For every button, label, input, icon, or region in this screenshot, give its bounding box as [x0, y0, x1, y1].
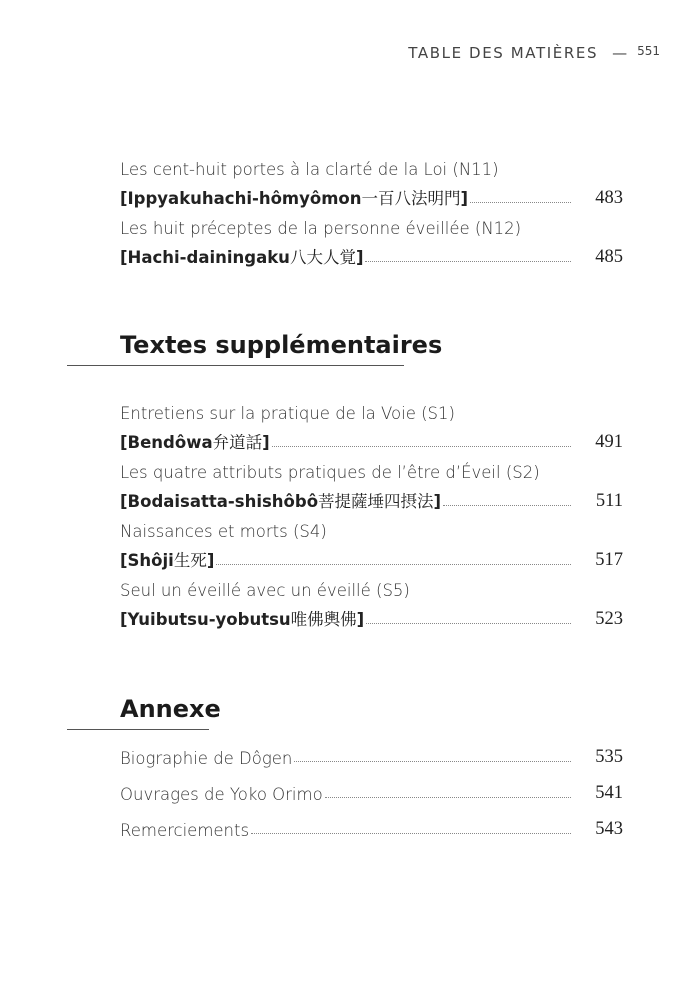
page-number: 541 — [595, 783, 623, 803]
entry-title: Entretiens sur la pratique de la Voie (S1) — [120, 404, 455, 423]
toc-entry-ouvrages[interactable] — [120, 775, 623, 804]
entry-label: Ouvrages de Yoko Orimo — [120, 785, 323, 804]
page-number: 523 — [595, 609, 623, 629]
header-page-number: 551 — [637, 44, 660, 58]
page-number: 491 — [595, 432, 623, 452]
heading-rule — [67, 729, 209, 730]
entry-title: Naissances et morts (S4) — [120, 522, 327, 541]
toc-entry-s5[interactable] — [120, 581, 623, 630]
section-heading-supplementary: Textes supplémentaires — [120, 331, 443, 359]
entry-title: Les cent-huit portes à la clarté de la Loi (N11) — [120, 160, 499, 179]
dot-leader — [216, 563, 571, 565]
toc-entry-biographie[interactable] — [120, 739, 623, 768]
toc-entry-s4[interactable] — [120, 522, 623, 571]
dot-leader — [366, 622, 571, 624]
entry-title: Les huit préceptes de la personne éveillée (N12) — [120, 219, 522, 238]
entry-label: [Ippyakuhachi-hômyômon一百八法明門] — [120, 189, 469, 208]
page-number: 517 — [595, 550, 623, 570]
dot-leader — [294, 760, 571, 762]
entry-label: [Hachi-dainingaku八大人覚] — [120, 248, 364, 267]
page-number: 535 — [595, 747, 623, 767]
toc-entry-s1[interactable] — [120, 404, 623, 453]
dot-leader — [365, 260, 571, 262]
heading-rule — [67, 365, 404, 366]
entry-label: Remerciements — [120, 821, 250, 840]
entry-title: Les quatre attributs pratiques de l’être d’Éveil (S2) — [120, 463, 540, 482]
dot-leader — [325, 796, 571, 798]
header-title: TABLE DES MATIÈRES — [408, 44, 599, 62]
page-number: 485 — [595, 247, 623, 267]
toc-entry-remerciements[interactable] — [120, 811, 623, 840]
entry-label: [Yuibutsu-yobutsu唯佛輿佛] — [120, 610, 365, 629]
entry-label: [Bendôwa弁道話] — [120, 433, 270, 452]
page-number: 511 — [595, 491, 623, 511]
entry-label: [Shôji生死] — [120, 551, 215, 570]
toc-entry-n12[interactable] — [120, 219, 623, 268]
section-heading-annexe: Annexe — [120, 695, 221, 723]
dot-leader — [470, 201, 571, 203]
page-number: 483 — [595, 188, 623, 208]
entry-label: Biographie de Dôgen — [120, 749, 293, 768]
entry-label: [Bodaisatta-shishôbô菩提薩埵四摂法] — [120, 492, 442, 511]
dot-leader — [443, 504, 571, 506]
toc-entry-n11[interactable] — [120, 160, 623, 209]
dot-leader — [251, 832, 571, 834]
toc-entry-s2[interactable] — [120, 463, 623, 512]
header-dash: — — [612, 44, 628, 62]
page-number: 543 — [595, 819, 623, 839]
dot-leader — [272, 445, 571, 447]
entry-title: Seul un éveillé avec un éveillé (S5) — [120, 581, 410, 600]
running-header — [0, 44, 660, 62]
